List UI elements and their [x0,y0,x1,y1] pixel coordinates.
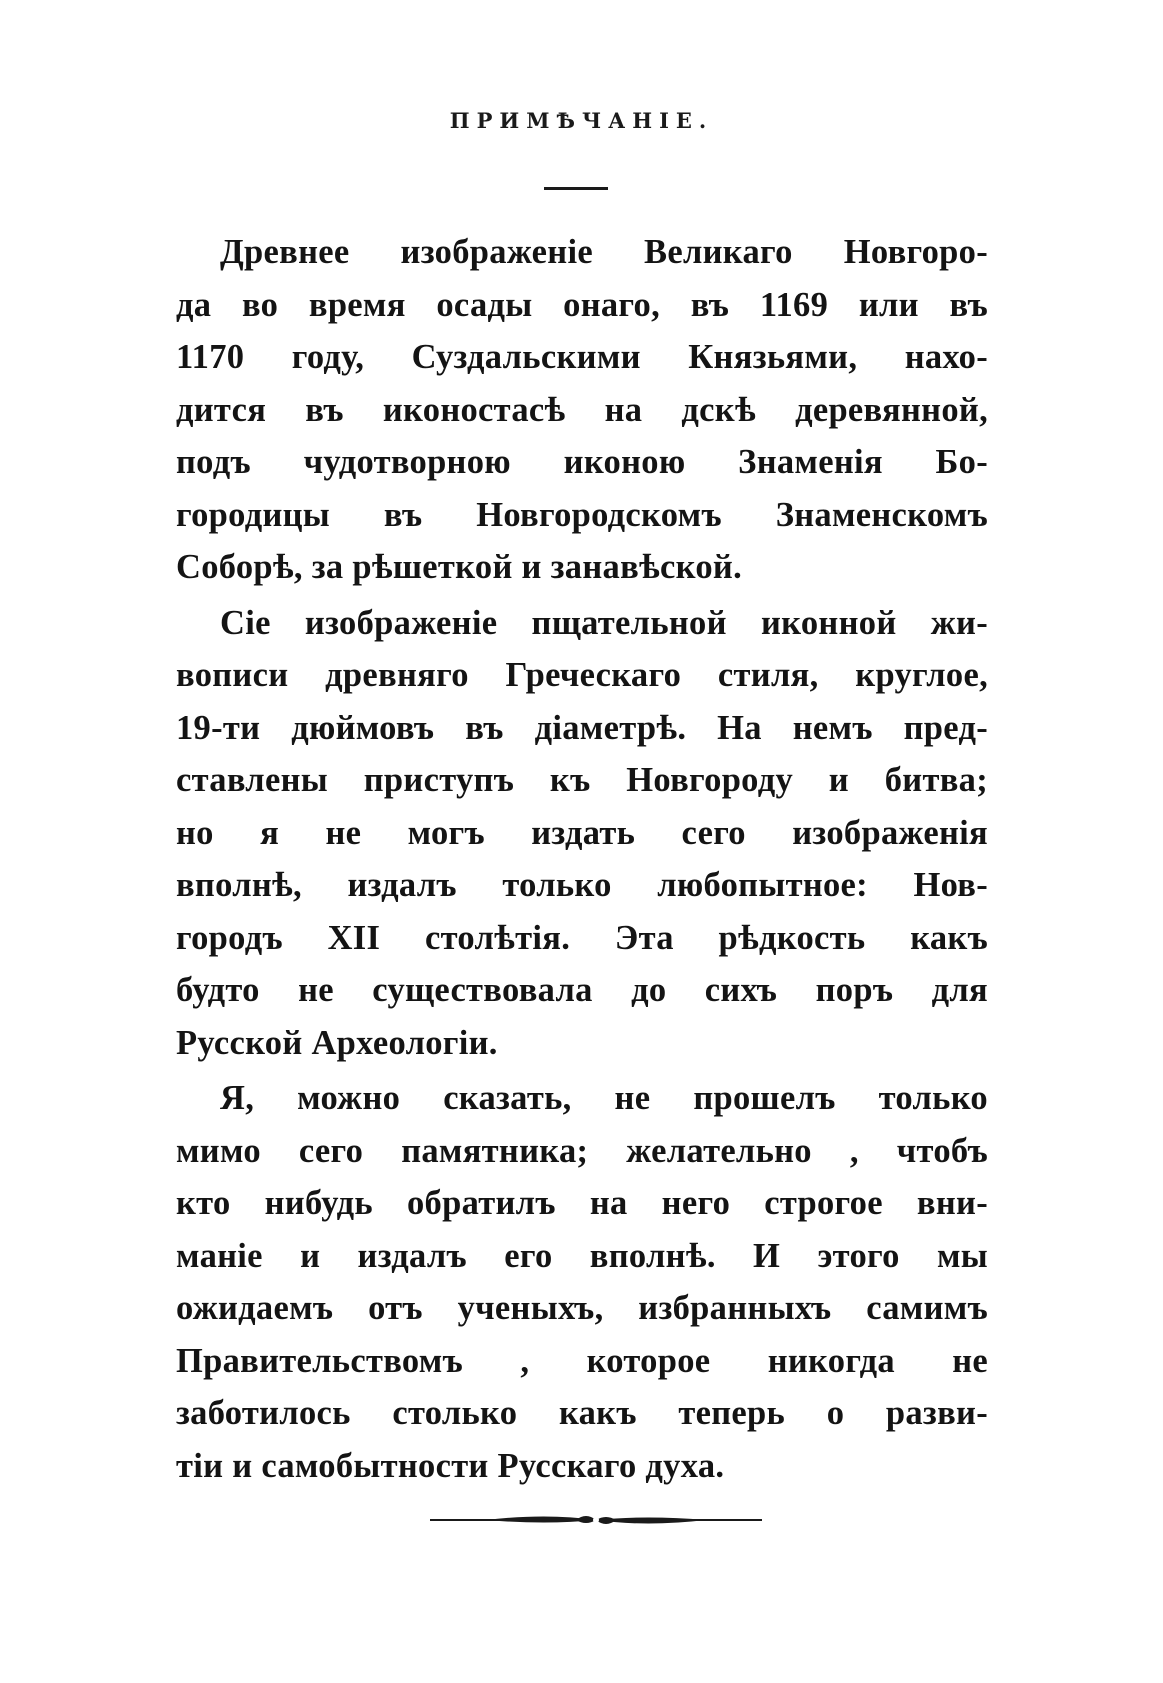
text-line: маніе и издалъ его вполнѣ. И этого мы [176,1236,988,1275]
text-line: Русской Археологіи. [176,1023,498,1062]
text-line: Сіе изображеніе пщательной иконной жи- [220,603,988,642]
text-line: городъ XII столѣтія. Эта рѣдкость какъ [176,918,988,957]
text-line: Я, можно сказать, не прошелъ только [220,1079,988,1117]
note-body [176,226,988,1495]
text-line: тіи и самобытности Русскаго духа. [176,1446,725,1485]
text-line: заботилось столько какъ теперь о разви- [176,1394,988,1432]
text-line: 1170 году, Суздальскими Князьями, нахо- [176,338,988,376]
paragraph-3 [176,1072,988,1492]
text-line: кто нибудь обратилъ на него строгое вни- [176,1184,988,1222]
text-line: но я не могъ издать сего изображенія [176,813,988,852]
text-line: 19-ти дюймовъ въ діаметрѣ. На немъ пред- [176,708,988,747]
paragraph-2 [176,597,988,1070]
text-line: вполнѣ, издалъ только любопытное: Нов- [176,866,988,904]
text-line: будто не существовала до сихъ поръ для [176,971,988,1009]
text-line: Правительствомъ , которое никогда не [176,1341,988,1380]
text-line: мимо сего памятника; желательно , чтобъ [176,1131,988,1170]
page-heading: ПРИМѢЧАНІЕ. [449,108,714,133]
text-line: Древнее изображеніе Великаго Новгоро- [220,233,988,271]
text-line: вописи древняго Греческаго стиля, круглое, [176,656,988,694]
tailpiece-ornament [426,1508,766,1532]
text-line: Соборѣ, за рѣшеткой и занавѣской. [176,548,743,586]
text-line: ожидаемъ отъ ученыхъ, избранныхъ самимъ [176,1289,988,1327]
paragraph-1 [176,226,988,594]
text-line: подъ чудотворною иконою Знаменія Бо- [176,443,988,481]
heading-rule [544,187,608,190]
text-line: городицы въ Новгородскомъ Знаменскомъ [176,495,988,534]
text-line: дится въ иконостасѣ на дскѣ деревянной, [176,390,988,429]
text-line: ставлены приступъ къ Новгороду и битва; [176,761,988,799]
text-line: да во время осады онаго, въ 1169 или въ [176,285,988,324]
